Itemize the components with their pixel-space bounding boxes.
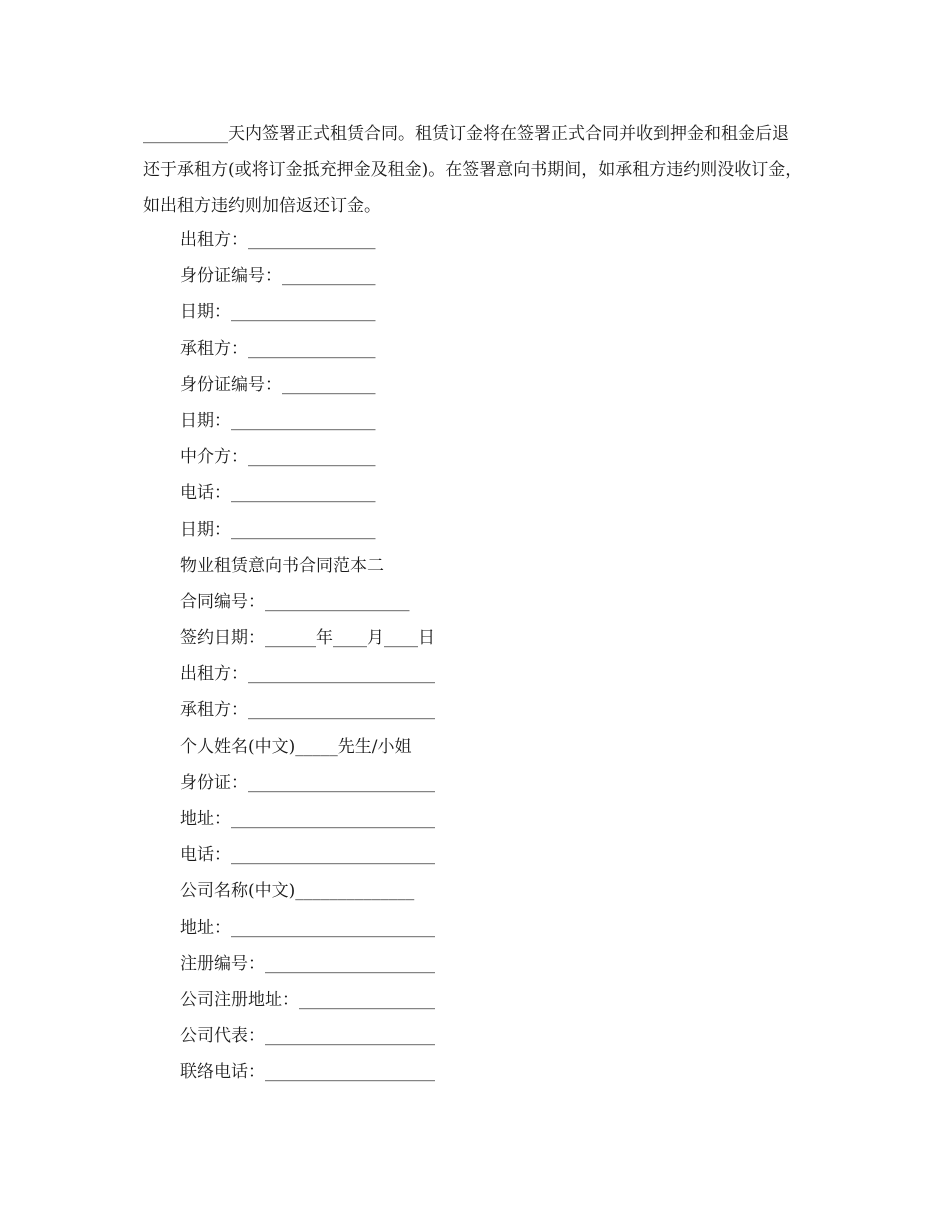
field-contact-phone: 联络电话：____________________ (180, 1062, 435, 1083)
field-id-card: 身份证：______________________ (180, 772, 435, 793)
field-signing-date: 签约日期：______年____月____日 (180, 628, 435, 649)
field-lessor: 出租方：_______________ (180, 230, 376, 250)
form-lines (180, 222, 435, 1091)
section-heading: 物业租赁意向书合同范本二 (180, 555, 384, 576)
field-registered-address: 公司注册地址：________________ (180, 989, 435, 1010)
field-agent: 中介方：_______________ (180, 447, 376, 468)
field-agent-phone: 电话：_________________ (180, 483, 376, 504)
field-company-name: 公司名称(中文)______________ (180, 881, 415, 902)
field-lessee-date: 日期：_________________ (180, 410, 376, 431)
field-lessee-2: 承租方：______________________ (180, 700, 435, 721)
field-company-address: 地址：________________________ (180, 917, 435, 938)
field-lessor-id-number: 身份证编号：___________ (180, 266, 376, 287)
field-lessee: 承租方：_______________ (180, 338, 376, 359)
field-personal-address: 地址：________________________ (180, 809, 435, 829)
field-registration-number: 注册编号：____________________ (180, 953, 435, 974)
intro-paragraph: __________天内签署正式租赁合同。租赁订金将在签署正式合同并收到押金和租金后退还于承租方(或将订金抵充押金及租金)。在签署意向书期间，如承租方违约则没收订金，如出租方违约则加倍返还订金。 (143, 124, 803, 216)
field-contract-number: 合同编号：_________________ (180, 591, 410, 612)
field-agent-date: 日期：_________________ (180, 519, 376, 540)
field-lessor-2: 出租方：______________________ (180, 664, 435, 685)
field-lessee-id-number: 身份证编号：___________ (180, 374, 376, 395)
field-personal-name: 个人姓名(中文)_____先生/小姐 (180, 736, 412, 757)
field-personal-phone: 电话：________________________ (180, 845, 435, 866)
field-company-representative: 公司代表：____________________ (180, 1026, 435, 1047)
field-lessor-date: 日期：_________________ (180, 302, 376, 323)
